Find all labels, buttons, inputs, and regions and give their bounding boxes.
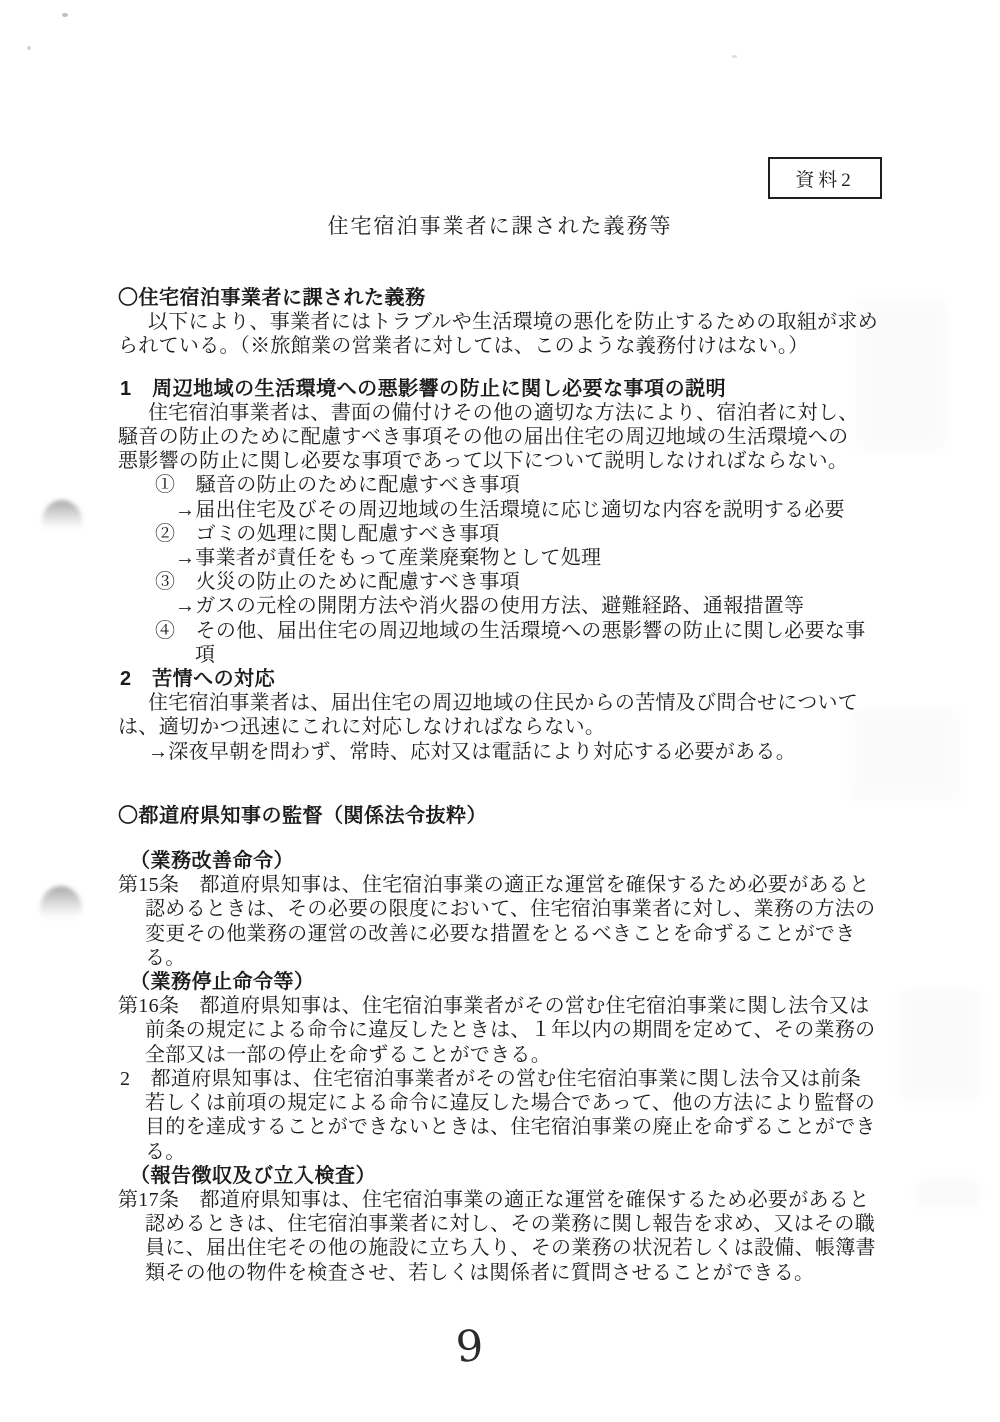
- scan-speck: [62, 13, 68, 17]
- circled-item-line: ① 騒音の防止のために配慮すべき事項: [155, 474, 520, 497]
- article-text-line: 第16条 都道府県知事は、住宅宿泊事業者がその営む住宅宿泊事業に関し法令又は: [118, 995, 870, 1018]
- section-heading: 〇住宅宿泊事業者に課された義務: [118, 287, 426, 309]
- article-text-line: る。: [145, 946, 186, 969]
- numbered-paragraph-line: 2 都道府県知事は、住宅宿泊事業者がその営む住宅宿泊事業に関し法令又は前条: [120, 1067, 862, 1090]
- article-text-line: 変更その他業務の運営の改善に必要な措置をとるべきことを命ずることができ: [145, 922, 856, 945]
- article-text-line: 認めるときは、その必要の限度において、住宅宿泊事業者に対し、業務の方法の: [145, 898, 876, 921]
- article-text-line: る。: [145, 1140, 186, 1163]
- numbered-heading: 1 周辺地域の生活環境への悪影響の防止に関し必要な事項の説明: [120, 377, 727, 400]
- body-text-line: 以下により、事業者にはトラブルや生活環境の悪化を防止するための取組が求め: [148, 311, 878, 334]
- reference-label-box: [768, 157, 882, 199]
- article-text-line: 第15条 都道府県知事は、住宅宿泊事業の適正な運営を確保するため必要があると: [118, 874, 870, 897]
- article-subheading: （業務停止命令等）: [130, 971, 315, 994]
- scan-speck: [732, 55, 737, 58]
- arrow-note-line: →深夜早朝を問わず、常時、応対又は電話により対応する必要がある。: [148, 740, 796, 763]
- article-text-line: 若しくは前項の規定による命令に違反した場合であって、他の方法により監督の: [145, 1092, 876, 1115]
- circled-item-line: ② ゴミの処理に関し配慮すべき事項: [155, 522, 500, 545]
- body-text-line: られている。（※旅館業の営業者に対しては、このような義務付けはない。）: [118, 335, 809, 358]
- section-heading: 〇都道府県知事の監督（関係法令抜粋）: [118, 804, 487, 827]
- document-body: [118, 286, 928, 1285]
- body-text-line: 住宅宿泊事業者は、届出住宅の周辺地域の住民からの苦情及び問合せについて: [148, 692, 859, 715]
- article-text-line: 員に、届出住宅その他の施設に立ち入り、その業務の状況若しくは設備、帳簿書: [145, 1237, 876, 1260]
- article-text-line: 類その他の物件を検査させ、若しくは関係者に質問させることができる。: [145, 1261, 815, 1284]
- document-title: 住宅宿泊事業者に課された義務等: [327, 214, 673, 238]
- scan-speck: [27, 46, 31, 50]
- numbered-heading: 2 苦情への対応: [120, 668, 276, 691]
- article-text-line: 全部又は一部の停止を命ずることができる。: [145, 1043, 551, 1066]
- body-text-line: 騒音の防止のために配慮すべき事項その他の届出住宅の周辺地域の生活環境への: [118, 426, 849, 449]
- binder-hole-shadow: [40, 886, 82, 932]
- body-text-line: 住宅宿泊事業者は、書面の備付けその他の適切な方法により、宿泊者に対し、: [148, 401, 859, 424]
- body-text-line: は、適切かつ迅速にこれに対応しなければならない。: [118, 716, 606, 739]
- article-subheading: （報告徴収及び立入検査）: [130, 1164, 376, 1187]
- reference-label: 資料2: [795, 169, 855, 191]
- body-text-line: 悪影響の防止に関し必要な事項であって以下について説明しなければならない。: [118, 450, 849, 473]
- article-text-line: 前条の規定による命令に違反したときは、１年以内の期間を定めて、その業務の: [145, 1019, 876, 1042]
- article-text-line: 第17条 都道府県知事は、住宅宿泊事業の適正な運営を確保するため必要があると: [118, 1188, 870, 1211]
- article-text-line: 目的を達成することができないときは、住宅宿泊事業の廃止を命ずることができ: [145, 1116, 876, 1139]
- circled-item-line: ③ 火災の防止のために配慮すべき事項: [155, 571, 520, 594]
- circled-item-continuation: 項: [195, 643, 216, 666]
- page-number: 9: [454, 1321, 486, 1373]
- article-text-line: 認めるときは、住宅宿泊事業者に対し、その業務に関し報告を求め、又はその職: [145, 1213, 875, 1236]
- article-subheading: （業務改善命令）: [130, 850, 294, 873]
- arrow-note-line: →届出住宅及びその周辺地域の生活環境に応じ適切な内容を説明する必要: [175, 498, 845, 521]
- circled-item-line: ④ その他、届出住宅の周辺地域の生活環境への悪影響の防止に関し必要な事: [155, 619, 866, 642]
- arrow-note-line: →事業者が責任をもって産業廃棄物として処理: [175, 547, 602, 570]
- arrow-note-line: →ガスの元栓の開閉方法や消火器の使用方法、避難経路、通報措置等: [175, 595, 805, 618]
- binder-hole-shadow: [42, 500, 82, 542]
